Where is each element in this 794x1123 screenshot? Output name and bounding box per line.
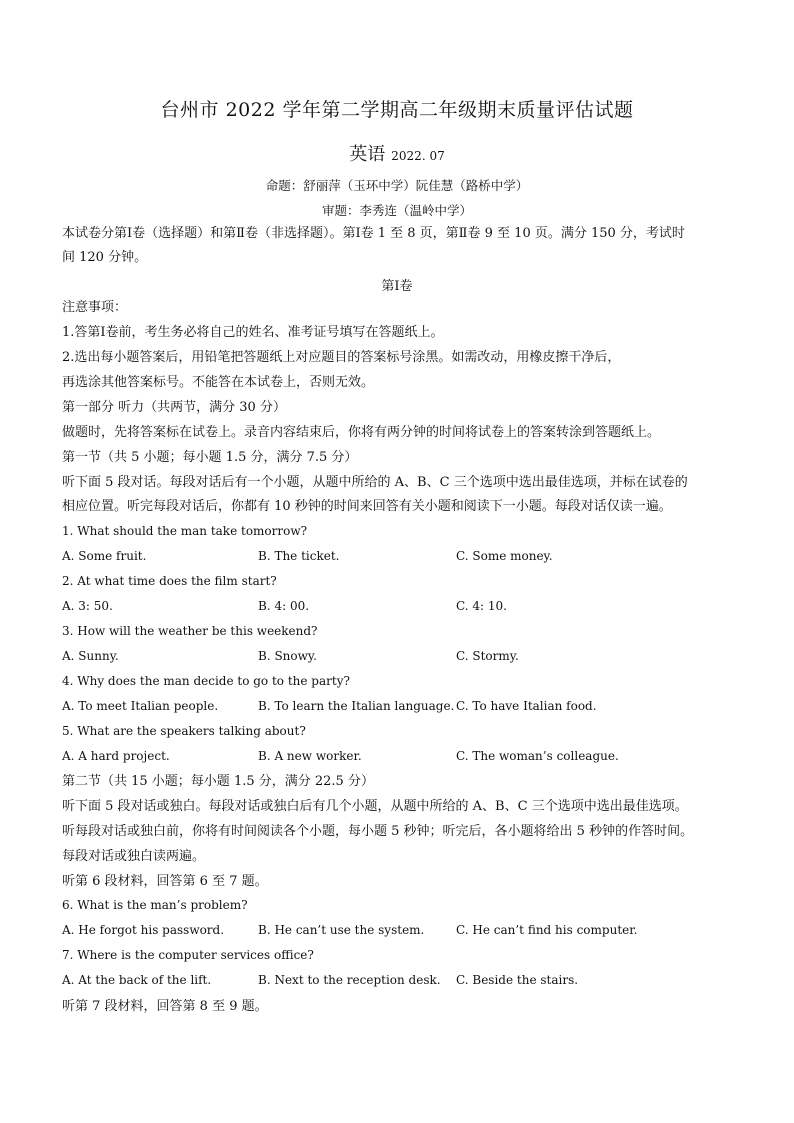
option-b: B. 4: 00. [258,599,310,613]
option-b: B. Snowy. [258,649,317,663]
intro-line-2: 间 120 分钟。 [62,250,148,265]
question-options [62,599,742,617]
option-a: A. He forgot his password. [62,923,225,937]
section1-instruction-2: 相应位置。听完每段对话后，你都有 10 秒钟的时间来回答有关小题和阅读下一小题。每段对话仅读一遍。 [62,499,672,514]
intro-line-1: 本试卷分第Ⅰ卷（选择题）和第Ⅱ卷（非选择题）。第Ⅰ卷 1 至 8 页，第Ⅱ卷 9 至 10 页。满分 150 分，考试时 [62,226,685,241]
question-options [62,923,742,941]
option-b: B. To learn the Italian language. [258,699,455,713]
question-text: 6. What is the man’s problem? [62,898,248,912]
notes-item-2-line-1: 2.选出每小题答案后，用铅笔把答题纸上对应题目的答案标号涂黑。如需改动，用橡皮擦干净后， [62,350,621,365]
question-text: 5. What are the speakers talking about? [62,724,306,738]
volume-label: 第Ⅰ卷 [381,279,413,294]
reviewer-line: 审题：李秀连（温岭中学） [321,203,472,218]
option-a: A. 3: 50. [62,599,113,613]
exam-date: 2022. 07 [391,149,445,163]
question-text: 1. What should the man take tomorrow? [62,524,308,538]
section1-instruction-1: 听下面 5 段对话。每段对话后有一个小题，从题中所给的 A、B、C 三个选项中选出最佳选项，并标在试卷的 [62,475,688,490]
section2-heading: 第二节（共 15 小题；每小题 1.5 分，满分 22.5 分） [62,774,374,789]
option-a: A. A hard project. [62,749,170,763]
question-text: 3. How will the weather be this weekend? [62,624,318,638]
option-c: C. He can’t find his computer. [456,923,638,937]
option-a: A. Some fruit. [62,549,147,563]
question-options [62,649,742,667]
option-c: C. To have Italian food. [456,699,597,713]
option-c: C. Stormy. [456,649,519,663]
section2-instruction-1: 听下面 5 段对话或独白。每段对话或独白后有几个小题，从题中所给的 A、B、C 三个选项中选出最佳选项。 [62,799,688,814]
notes-item-1: 1.答第Ⅰ卷前，考生务必将自己的姓名、准考证号填写在答题纸上。 [62,325,444,340]
option-a: A. To meet Italian people. [62,699,219,713]
option-b: B. The ticket. [258,549,340,563]
question-options [62,749,742,767]
subject-name: 英语 [349,144,386,165]
option-b: B. A new worker. [258,749,362,763]
option-b: B. He can’t use the system. [258,923,425,937]
option-b: B. Next to the reception desk. [258,973,441,987]
material-7-note: 听第 7 段材料，回答第 8 至 9 题。 [62,999,268,1014]
exam-title: 台州市 2022 学年第二学期高二年级期末质量评估试题 [160,99,634,121]
section2-instruction-2: 听每段对话或独白前，你将有时间阅读各个小题，每小题 5 秒钟；听完后，各小题将给出 5 秒钟的作答时间。 [62,824,694,839]
option-c: C. The woman’s colleague. [456,749,619,763]
option-a: A. At the back of the lift. [62,973,212,987]
subject-line [0,140,794,166]
material-6-note: 听第 6 段材料，回答第 6 至 7 题。 [62,874,268,889]
question-text: 4. Why does the man decide to go to the party? [62,674,350,688]
option-c: C. Beside the stairs. [456,973,579,987]
option-c: C. 4: 10. [456,599,507,613]
question-text: 7. Where is the computer services office? [62,948,314,962]
question-options [62,973,742,991]
question-text: 2. At what time does the film start? [62,574,277,588]
notes-heading: 注意事项： [62,300,128,315]
section1-heading: 第一节（共 5 小题；每小题 1.5 分，满分 7.5 分） [62,450,358,465]
option-c: C. Some money. [456,549,553,563]
part1-heading: 第一部分 听力（共两节，满分 30 分） [62,400,286,415]
option-a: A. Sunny. [62,649,119,663]
notes-item-2-line-2: 再选涂其他答案标号。不能答在本试卷上，否则无效。 [62,375,375,390]
question-options [62,699,742,717]
part1-instruction: 做题时，先将答案标在试卷上。录音内容结束后，你将有两分钟的时间将试卷上的答案转涂到答题纸上。 [62,425,661,440]
section2-instruction-3: 每段对话或独白读两遍。 [62,849,206,864]
authors-line: 命题：舒丽萍（玉环中学）阮佳慧（路桥中学） [265,178,529,193]
question-options [62,549,742,567]
